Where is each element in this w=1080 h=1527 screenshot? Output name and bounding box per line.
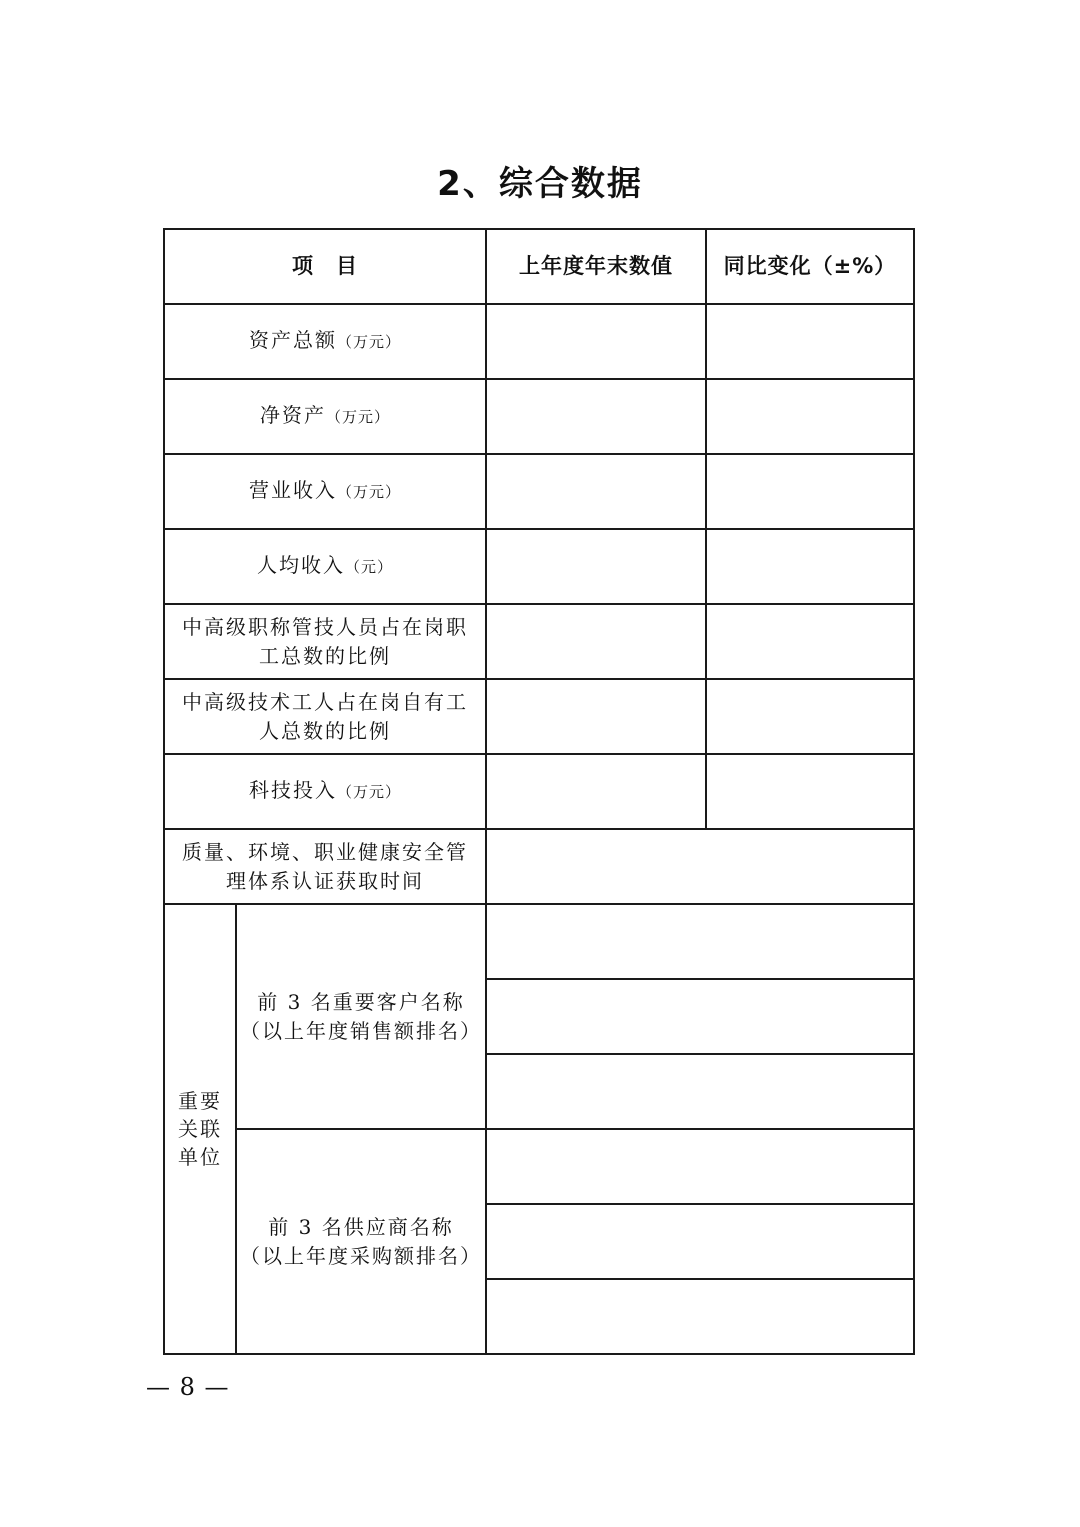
- suppliers-label: 前 3 名供应商名称: [268, 1214, 454, 1239]
- table-row: [164, 304, 914, 379]
- row-unit: （元）: [344, 558, 393, 576]
- prev-value-cell[interactable]: [486, 679, 706, 754]
- row-label-rd-investment: [164, 754, 486, 829]
- row-unit: （万元）: [336, 483, 401, 501]
- prev-value-cell[interactable]: [486, 454, 706, 529]
- header-prev-value: 上年度年末数值: [486, 229, 706, 304]
- table-row: [164, 454, 914, 529]
- prev-value-cell[interactable]: [486, 304, 706, 379]
- customers-note: （以上年度销售额排名）: [240, 1018, 482, 1043]
- row-label-skilled-worker-ratio: [164, 679, 486, 754]
- certification-value-cell[interactable]: [486, 829, 914, 904]
- yoy-change-cell[interactable]: [706, 754, 914, 829]
- row-label-certification: [164, 829, 486, 904]
- yoy-change-cell[interactable]: [706, 304, 914, 379]
- table-row: [164, 1129, 914, 1204]
- row-label-revenue: [164, 454, 486, 529]
- table-header-row: [164, 229, 914, 304]
- comprehensive-data-table: [163, 228, 915, 1355]
- prev-value-cell[interactable]: [486, 754, 706, 829]
- row-label: 科技投入: [248, 778, 337, 802]
- suppliers-note: （以上年度采购额排名）: [240, 1243, 482, 1268]
- supplier-name-cell-2[interactable]: [486, 1204, 914, 1279]
- row-label-total-assets: [164, 304, 486, 379]
- yoy-change-cell[interactable]: [706, 379, 914, 454]
- row-label-per-capita-income: [164, 529, 486, 604]
- table-row: [164, 604, 914, 679]
- table-row: [164, 379, 914, 454]
- header-yoy-change: 同比变化（±%）: [706, 229, 914, 304]
- row-label-senior-title-ratio: [164, 604, 486, 679]
- table-row: [164, 529, 914, 604]
- customer-name-cell-3[interactable]: [486, 1054, 914, 1129]
- page-title: 2、综合数据: [437, 164, 643, 204]
- table-row: [164, 679, 914, 754]
- table-row: [164, 904, 914, 979]
- customers-label-cell: [236, 904, 486, 1129]
- supplier-name-cell-1[interactable]: [486, 1129, 914, 1204]
- customer-name-cell-1[interactable]: [486, 904, 914, 979]
- header-item: 项 目: [164, 229, 486, 304]
- row-label: 营业收入: [248, 478, 337, 502]
- customer-name-cell-2[interactable]: [486, 979, 914, 1054]
- prev-value-cell[interactable]: [486, 604, 706, 679]
- related-units-label-cell: [164, 904, 236, 1354]
- yoy-change-cell[interactable]: [706, 604, 914, 679]
- yoy-change-cell[interactable]: [706, 454, 914, 529]
- row-unit: （万元）: [336, 333, 401, 351]
- prev-value-cell[interactable]: [486, 379, 706, 454]
- row-label: 净资产: [259, 403, 326, 427]
- related-units-label: 重要关联单位: [178, 1088, 222, 1169]
- prev-value-cell[interactable]: [486, 529, 706, 604]
- customers-label: 前 3 名重要客户名称: [257, 989, 465, 1014]
- page-number: — 8 —: [146, 1373, 230, 1401]
- supplier-name-cell-3[interactable]: [486, 1279, 914, 1354]
- table-row: [164, 754, 914, 829]
- row-label: 质量、环境、职业健康安全管理体系认证获取时间: [182, 839, 468, 893]
- suppliers-label-cell: [236, 1129, 486, 1354]
- table-row: [164, 829, 914, 904]
- row-label: 人均收入: [256, 553, 345, 577]
- yoy-change-cell[interactable]: [706, 679, 914, 754]
- yoy-change-cell[interactable]: [706, 529, 914, 604]
- row-unit: （万元）: [325, 408, 390, 426]
- row-label: 中高级职称管技人员占在岗职工总数的比例: [182, 614, 468, 668]
- row-label: 资产总额: [248, 328, 337, 352]
- row-label: 中高级技术工人占在岗自有工人总数的比例: [182, 689, 468, 743]
- row-unit: （万元）: [336, 783, 401, 801]
- row-label-net-assets: [164, 379, 486, 454]
